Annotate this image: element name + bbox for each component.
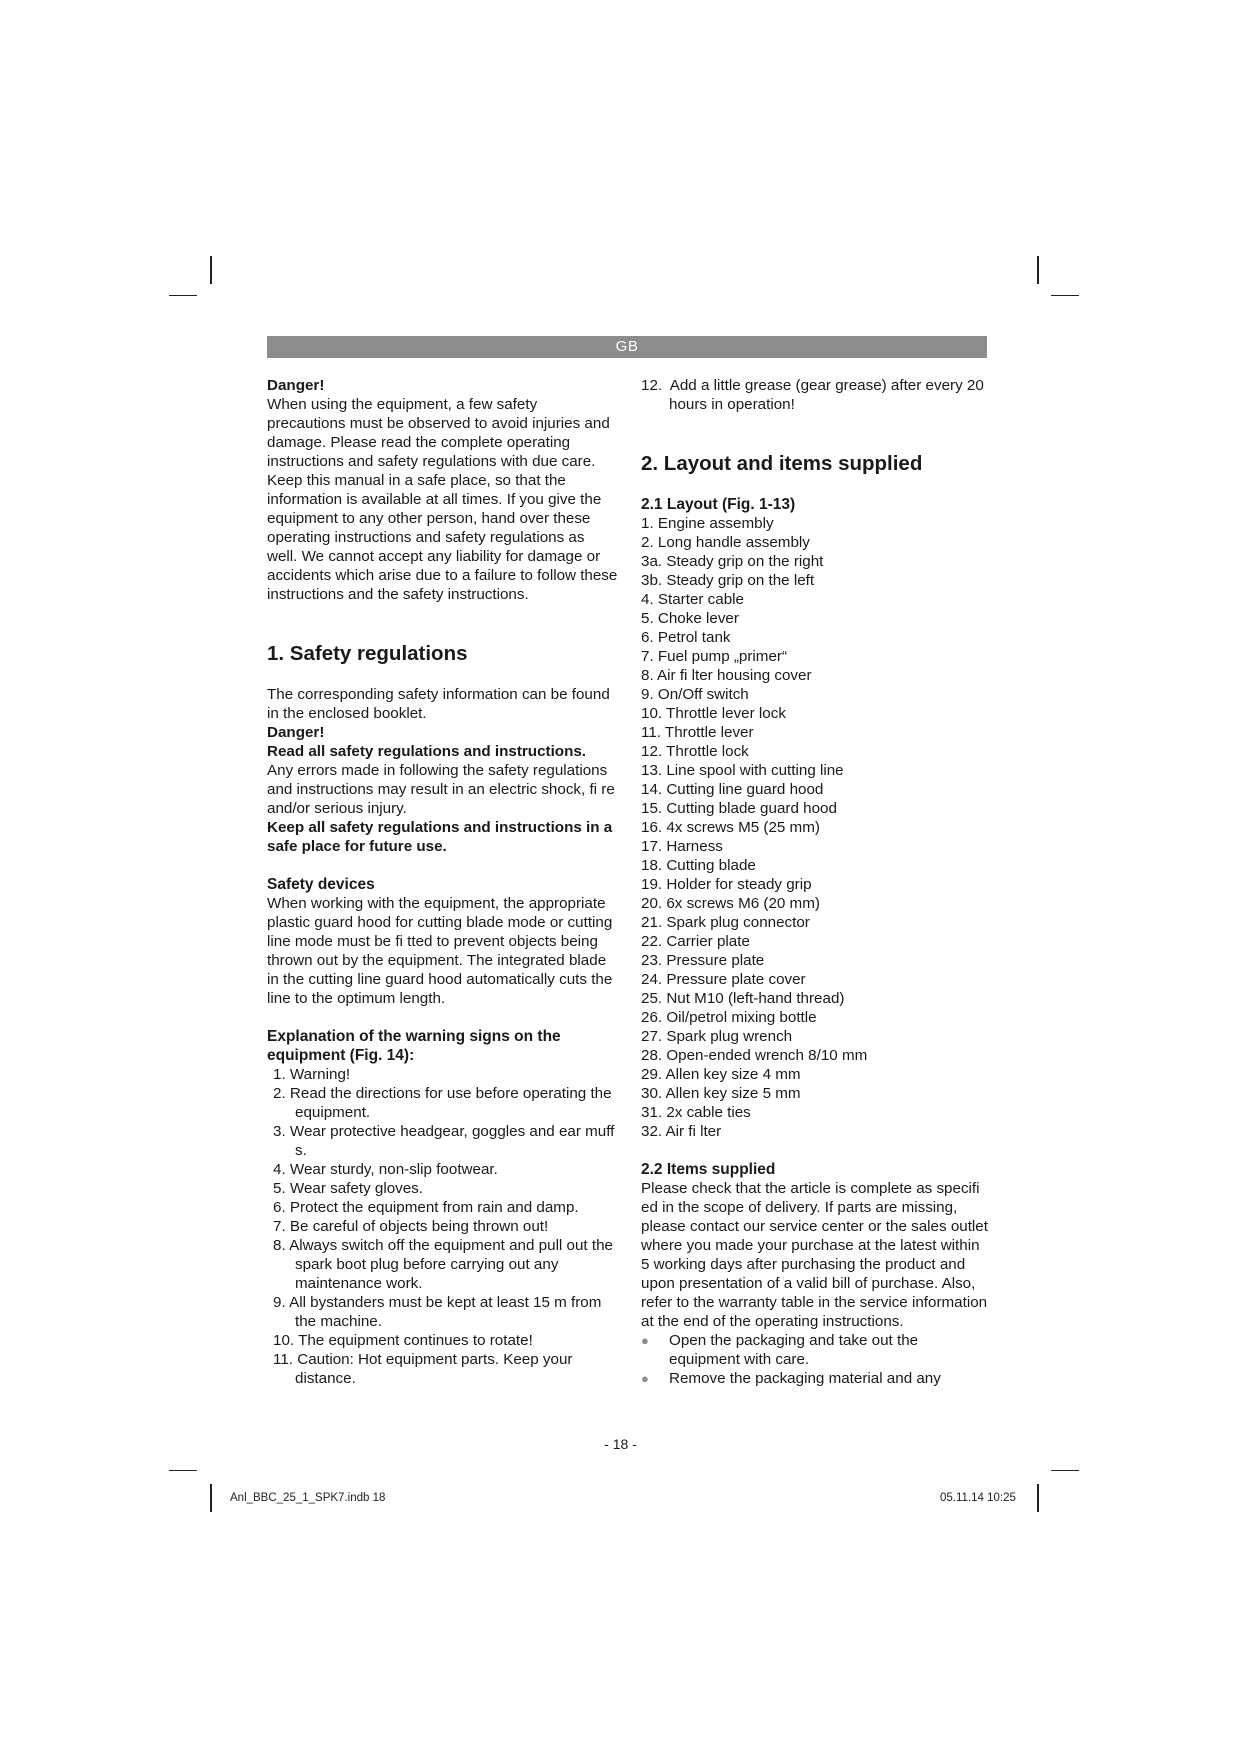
list-item: 15. Cutting blade guard hood	[641, 800, 837, 817]
list-item: 27. Spark plug wrench	[641, 1028, 793, 1045]
list-item: ● Open the packaging and take out the equipment with care.	[641, 1332, 919, 1368]
danger-heading: Danger!	[267, 377, 325, 394]
list-item: 21. Spark plug connector	[641, 914, 810, 931]
bullet-icon: ●	[641, 1371, 649, 1386]
crop-mark	[169, 295, 197, 296]
right-column	[641, 376, 991, 1388]
page-number: - 18 -	[604, 1436, 637, 1452]
crop-mark	[1051, 295, 1079, 296]
subheading-safety-devices: Safety devices	[267, 876, 375, 893]
crop-mark	[1037, 256, 1039, 284]
layout-list	[641, 514, 991, 1141]
list-item: 4. Starter cable	[641, 591, 744, 608]
danger-paragraph: When using the equipment, a few safety precautions must be observed to avoid injuries and damage. Please read the complete operating instructions and safety regulations with due care. Keep this manual in a safe place, so that the information is available at all times. If you give the equipment to any other person, hand over these operating instructions and safety regulations as well. We cannot accept any liability for damage or accidents which arise due to a failure to follow these instructions and the safety instructions.	[267, 396, 618, 603]
crop-mark	[1051, 1470, 1079, 1471]
list-item: 20. 6x screws M6 (20 mm)	[641, 895, 820, 912]
list-item: 3a. Steady grip on the right	[641, 553, 824, 570]
list-item: 32. Air fi lter	[641, 1123, 722, 1140]
safety-devices-paragraph: When working with the equipment, the appropriate plastic guard hood for cutting blade mode or cutting line mode must be fi tted to prevent objects being thrown out by the equipment. The integrated blade in the cutting line guard hood automatically cuts the line to the optimum length.	[267, 895, 613, 1007]
bullet-icon: ●	[641, 1333, 649, 1348]
list-item: 8. Air fi lter housing cover	[641, 667, 812, 684]
safety-bold-notice: Read all safety regulations and instructions.	[267, 743, 587, 760]
crop-mark	[210, 256, 212, 284]
list-item: 9. All bystanders must be kept at least 15 m from the machine.	[273, 1294, 602, 1330]
list-item: 6. Petrol tank	[641, 629, 731, 646]
list-item: 11. Caution: Hot equipment parts. Keep your distance.	[273, 1351, 573, 1387]
footer-filename: Anl_BBC_25_1_SPK7.indb 18	[230, 1492, 386, 1504]
list-item: 6. Protect the equipment from rain and damp.	[273, 1199, 579, 1216]
crop-mark	[210, 1484, 212, 1512]
list-item: 9. On/Off switch	[641, 686, 749, 703]
list-item: 3. Wear protective headgear, goggles and ear muff s.	[273, 1123, 615, 1159]
subheading-layout: 2.1 Layout (Fig. 1-13)	[641, 496, 796, 513]
list-item: 14. Cutting line guard hood	[641, 781, 824, 798]
list-item: 2. Long handle assembly	[641, 534, 810, 551]
list-item: 12. Throttle lock	[641, 743, 749, 760]
items-supplied-paragraph: Please check that the article is complete as specifi ed in the scope of delivery. If parts are missing, please contact our service center or the sales outlet where you made your purchase at the latest within 5 working days after purchasing the product and upon presentation of a valid bill of purchase. Also, refer to the warranty table in the service information at the end of the operating instructions.	[641, 1180, 988, 1330]
crop-mark	[169, 1470, 197, 1471]
left-column	[267, 376, 619, 1388]
subheading-warning-signs: Explanation of the warning signs on the equipment (Fig. 14):	[267, 1028, 561, 1064]
list-item: 29. Allen key size 4 mm	[641, 1066, 801, 1083]
list-item: ● Remove the packaging material and any	[641, 1370, 941, 1387]
list-item: 8. Always switch off the equipment and pull out the spark boot plug before carrying out any maintenance work.	[273, 1237, 613, 1292]
safety-warning-paragraph: Any errors made in following the safety regulations and instructions may result in an electric shock, fi re and/or serious injury.	[267, 762, 615, 817]
list-item: 23. Pressure plate	[641, 952, 765, 969]
list-item: 24. Pressure plate cover	[641, 971, 806, 988]
list-item: 5. Choke lever	[641, 610, 739, 627]
list-item: 17. Harness	[641, 838, 723, 855]
list-item: 7. Be careful of objects being thrown out!	[273, 1218, 549, 1235]
list-item: 2. Read the directions for use before operating the equipment.	[273, 1085, 612, 1121]
list-item: 12. Add a little grease (gear grease) after every 20 hours in operation!	[641, 377, 984, 413]
list-item: 30. Allen key size 5 mm	[641, 1085, 801, 1102]
list-item: 28. Open-ended wrench 8/10 mm	[641, 1047, 868, 1064]
list-item: 13. Line spool with cutting line	[641, 762, 844, 779]
language-header-bar: GB	[267, 336, 987, 358]
list-item: 10. The equipment continues to rotate!	[273, 1332, 533, 1349]
list-item: 1. Warning!	[273, 1066, 351, 1083]
subheading-items-supplied: 2.2 Items supplied	[641, 1161, 776, 1178]
list-item: 31. 2x cable ties	[641, 1104, 751, 1121]
list-item: 18. Cutting blade	[641, 857, 756, 874]
list-item: 10. Throttle lever lock	[641, 705, 786, 722]
list-item: 4. Wear sturdy, non-slip footwear.	[273, 1161, 498, 1178]
danger-heading: Danger!	[267, 724, 325, 741]
list-item: 16. 4x screws M5 (25 mm)	[641, 819, 820, 836]
list-item: 19. Holder for steady grip	[641, 876, 812, 893]
list-item: 26. Oil/petrol mixing bottle	[641, 1009, 817, 1026]
list-item: 7. Fuel pump „primer“	[641, 648, 788, 665]
warning-signs-list	[267, 1065, 619, 1388]
list-item: 11. Throttle lever	[641, 724, 754, 741]
safety-bold-notice: Keep all safety regulations and instructions in a safe place for future use.	[267, 819, 613, 855]
list-item: 1. Engine assembly	[641, 515, 774, 532]
safety-intro-paragraph: The corresponding safety information can be found in the enclosed booklet.	[267, 686, 610, 722]
list-item: 3b. Steady grip on the left	[641, 572, 815, 589]
list-item: 5. Wear safety gloves.	[273, 1180, 423, 1197]
list-item: 22. Carrier plate	[641, 933, 750, 950]
section-heading-safety-regulations: 1. Safety regulations	[267, 642, 468, 665]
section-heading-layout: 2. Layout and items supplied	[641, 452, 923, 475]
list-item: 25. Nut M10 (left-hand thread)	[641, 990, 845, 1007]
crop-mark	[1037, 1484, 1039, 1512]
footer-datetime: 05.11.14 10:25	[940, 1492, 1016, 1504]
